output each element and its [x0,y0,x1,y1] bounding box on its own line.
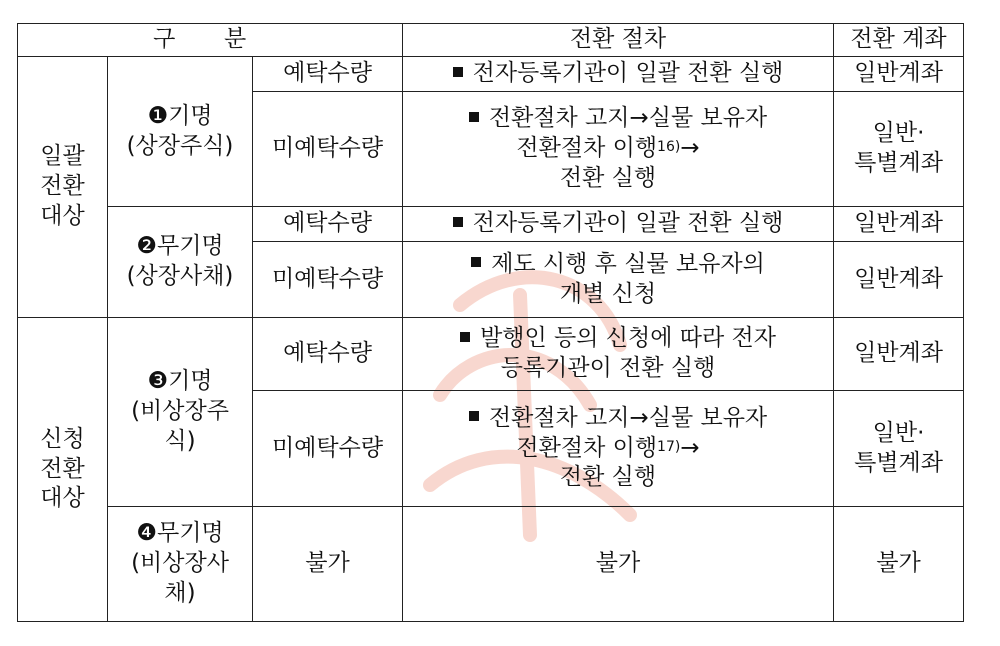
category-label: ❸기명 (비상장주 식) [108,318,253,507]
type-cell: 예탁수량 [253,207,403,242]
header-procedure: 전환 절차 [403,24,834,57]
procedure-cell: 전환절차 고지→실물 보유자 전환절차 이행$^{16)}$→ 전환 실행 [403,92,834,207]
group-label-bulk: 일괄 전환 대상 [18,57,108,318]
procedure-cell: 불가 [403,507,834,622]
bullet-icon [460,332,470,342]
category-label: ❶기명 (상장주식) [108,57,253,207]
procedure-cell: 발행인 등의 신청에 따라 전자 등록기관이 전환 실행 [403,318,834,391]
header-row [18,24,964,57]
category-label: ❷무기명 (상장사채) [108,207,253,318]
table-row [18,318,964,391]
table-row [18,507,964,622]
account-cell: 일반계좌 [834,57,964,92]
procedure-cell: 전자등록기관이 일괄 전환 실행 [403,207,834,242]
procedure-cell: 제도 시행 후 실물 보유자의 개별 신청 [403,242,834,318]
type-cell: 미예탁수량 [253,92,403,207]
account-cell: 일반계좌 [834,242,964,318]
account-cell: 일반계좌 [834,318,964,391]
type-cell: 예탁수량 [253,57,403,92]
bullet-icon [471,257,481,267]
type-cell: 미예탁수량 [253,391,403,507]
category-label: ❹무기명 (비상장사 채) [108,507,253,622]
table-row [18,207,964,242]
bullet-icon [469,112,479,122]
bullet-icon [453,217,463,227]
account-cell: 일반계좌 [834,207,964,242]
account-cell: 불가 [834,507,964,622]
procedure-cell: 전자등록기관이 일괄 전환 실행 [403,57,834,92]
header-category: 구 분 [18,24,403,57]
group-label-application: 신청 전환 대상 [18,318,108,622]
procedure-cell: 전환절차 고지→실물 보유자 전환절차 이행$^{17)}$→ 전환 실행 [403,391,834,507]
conversion-table [17,23,964,622]
type-cell: 미예탁수량 [253,242,403,318]
type-cell: 불가 [253,507,403,622]
bullet-icon [469,411,479,421]
type-cell: 예탁수량 [253,318,403,391]
table-row [18,57,964,92]
account-cell: 일반· 특별계좌 [834,391,964,507]
account-cell: 일반· 특별계좌 [834,92,964,207]
header-account: 전환 계좌 [834,24,964,57]
bullet-icon [453,67,463,77]
